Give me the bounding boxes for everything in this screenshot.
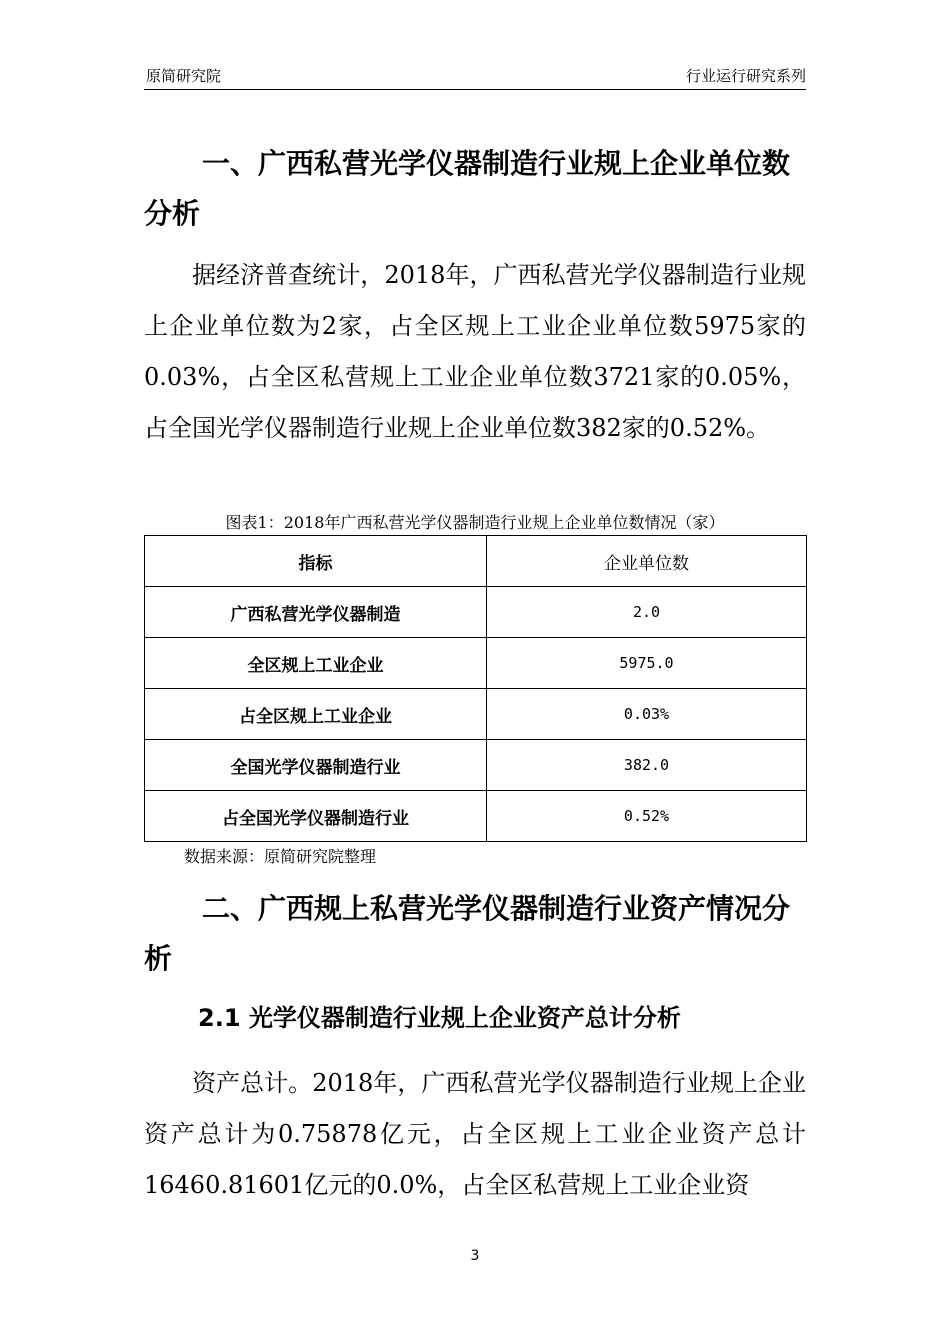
row-label: 占全区规上工业企业 [145,689,487,740]
section-2-heading: 二、广西规上私营光学仪器制造行业资产情况分析 [144,892,791,975]
table-row [145,638,807,689]
header-organization: 原简研究院 [146,67,222,85]
table-row [145,689,807,740]
table-1-caption: 图表1：2018年广西私营光学仪器制造行业规上企业单位数情况（家） [225,513,725,532]
row-value: 5975.0 [487,638,807,689]
row-label: 全国光学仪器制造行业 [145,740,487,791]
table-1 [144,535,807,842]
row-label: 广西私营光学仪器制造 [145,587,487,638]
subsection-2-1-heading: 2.1 光学仪器制造行业规上企业资产总计分析 [198,1004,681,1032]
row-label: 全区规上工业企业 [145,638,487,689]
row-value: 0.52% [487,791,807,842]
row-value: 382.0 [487,740,807,791]
row-value: 0.03% [487,689,807,740]
section-1-heading: 一、广西私营光学仪器制造行业规上企业单位数分析 [144,147,791,230]
row-label: 占全国光学仪器制造行业 [145,791,487,842]
section-1-paragraph: 据经济普查统计，2018年，广西私营光学仪器制造行业规上企业单位数为2家，占全区规上工业企业单位数5975家的0.03%，占全区私营规上工业企业单位数3721家的0.05%，占全国光学仪器制造行业规上企业单位数382家的0.52%。 [144,261,806,442]
header-series: 行业运行研究系列 [685,67,806,85]
page-number: 3 [470,1248,480,1264]
table-row [145,791,807,842]
table-row [145,587,807,638]
column-header-unit-count: 企业单位数 [487,536,807,587]
table-header-row [145,536,807,587]
table-1-source: 数据来源：原简研究院整理 [184,847,377,866]
header-divider [144,89,806,90]
table-row [145,740,807,791]
subsection-2-1-paragraph: 资产总计。2018年，广西私营光学仪器制造行业规上企业资产总计为0.75878亿元，占全区规上工业企业资产总计16460.81601亿元的0.0%，占全区私营规上工业企业资 [144,1069,806,1199]
row-value: 2.0 [487,587,807,638]
column-header-indicator: 指标 [145,536,487,587]
